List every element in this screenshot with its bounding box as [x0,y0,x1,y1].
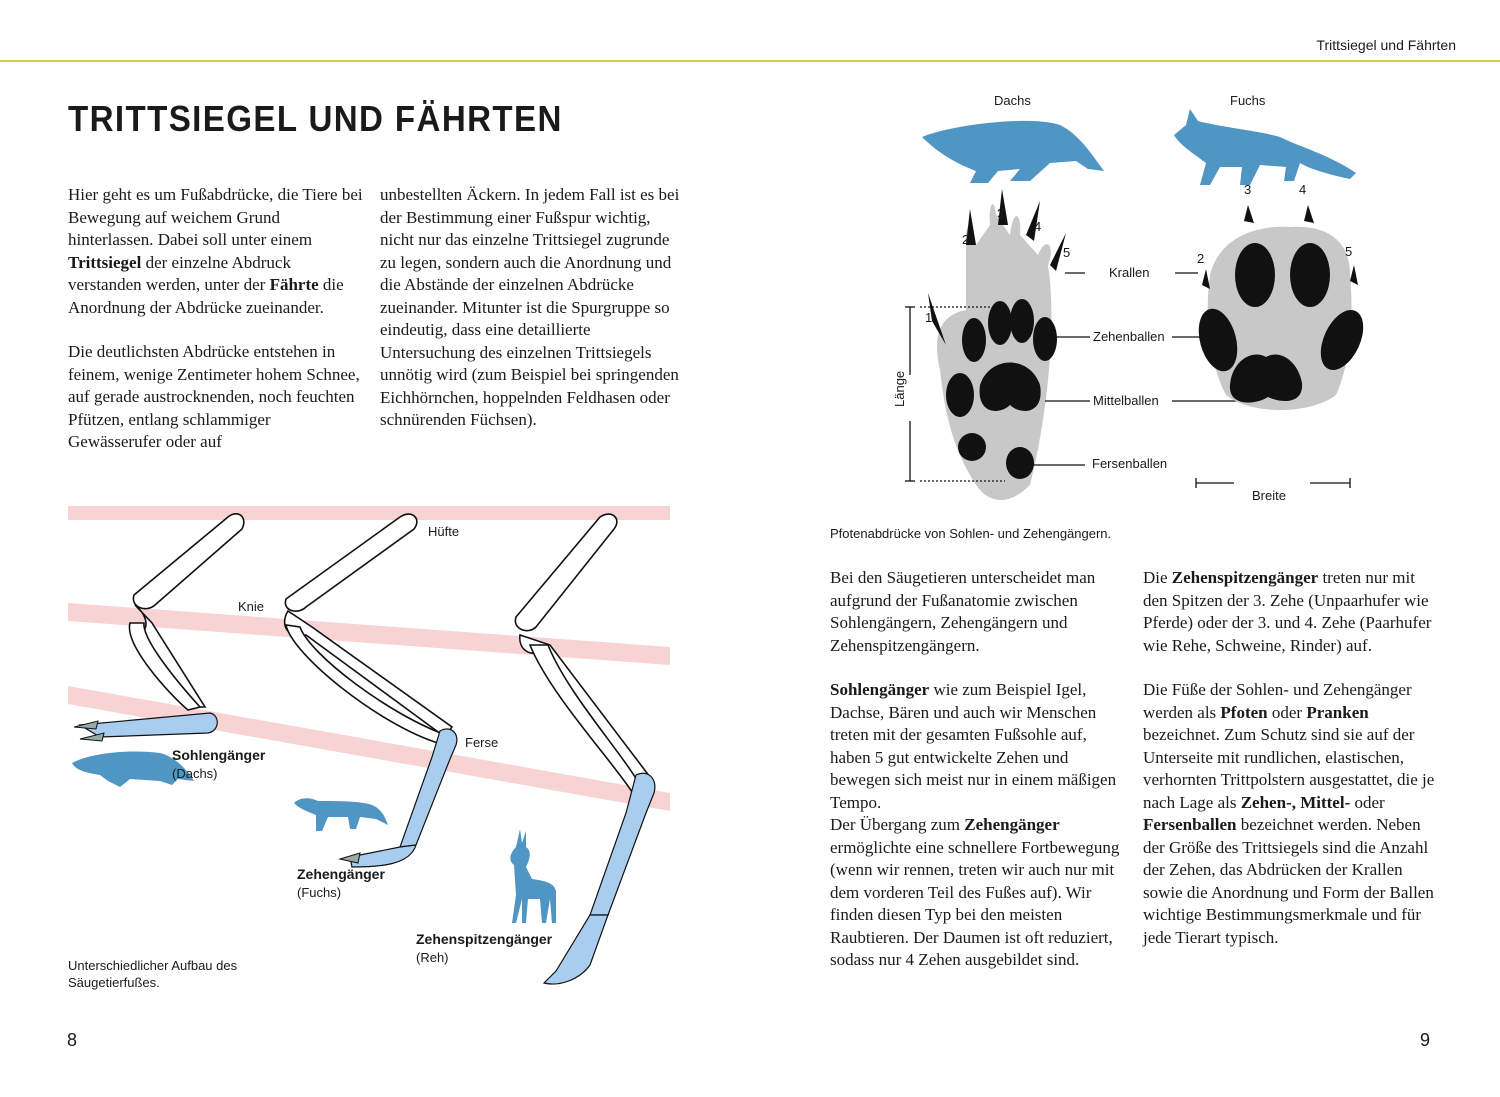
label-digitigrade-animal: (Fuchs) [297,885,342,900]
fox-silhouette-small [294,798,388,831]
label-width: Breite [1252,488,1286,503]
text-column-1 [68,184,368,476]
paragraph: Die Füße der Sohlen- und Zehengänger werden als Pfoten oder Pranken bezeichnet. Zum Schutz sind sie auf der Unterseite mit rundlichen, elastischen, verhornten Trittpolstern ausgestattet, die je nach Lage als Zehen-, Mittel- oder Fersenballen bezeichnet werden. Neben der Größe des Trittsiegels sind die Anzahl der Zehen, das Abdrücken der Krallen sowie die Anordnung und Form der Ballen wichtige Bestimmungsmerkmale und für jede Tierart typisch. [1143,680,1435,947]
label-plantigrade-animal: (Dachs) [172,766,218,781]
paragraph: Hier geht es um Fußabdrücke, die Tiere bei Bewegung auf weichem Grund hinterlassen. Dabei soll unter einem Trittsiegel der einzelne Abdruck verstanden werden, unter der Fährte die Anordnung der Abdrücke zueinander. [68,185,363,317]
paw-print-illustration [880,85,1480,515]
label-claws: Krallen [1109,265,1150,280]
running-head: Trittsiegel und Fährten [1316,37,1456,53]
toe-number: 4 [1299,182,1307,197]
label-digitigrade: Zehengänger [297,866,385,882]
toe-number: 3 [997,206,1005,221]
paragraph: unbestellten Äckern. In jedem Fall ist es bei der Bestimmung einer Fußspur wichtig, nicht nur das einzelne Trittsiegel zugrunde zu legen, sondern auch die Anordnung und die Abstände der einzelnen Abdrücke zueinander. Mitunter ist die Spurgruppe so eindeutig, dass eine detaillierte Untersuchung des einzelnen Trittsiegels unnötig wird (zum Beispiel bei springenden Eichhörnchen, hoppelnden Feldhasen oder schnürenden Füchsen). [380,185,680,429]
badger-silhouette [922,121,1104,183]
toe-number: 1 [925,310,933,325]
label-toe-pads: Zehenballen [1093,329,1165,344]
page-number-left: 8 [67,1030,78,1050]
label-unguligrade-animal: (Reh) [416,950,449,965]
paragraph: Bei den Säugetieren unterscheidet man aufgrund der Fußanatomie zwischen Sohlengängern, Zehengängern und Zehenspitzengängern. [830,568,1096,655]
label-unguligrade: Zehenspitzengänger [416,931,553,947]
paragraph: Der Übergang zum Zehengänger ermöglichte eine schnellere Fortbewegung (wenn wir rennen, treten wir auch nur mit dem vorderen Teil des Fußes auf). Wir finden diesen Typ bei den meisten Raubtieren. Der Daumen ist oft reduziert, sodass nur 4 Zehen ausgebildet sind. [830,815,1120,969]
fox-silhouette [1174,109,1356,185]
label-plantigrade: Sohlengänger [172,747,266,763]
leg-skeleton-illustration [60,495,680,995]
toe-number: 4 [1034,219,1042,234]
deer-silhouette-small [510,829,556,923]
label-heel: Ferse [465,735,499,750]
toe-number: 3 [1244,182,1252,197]
figure-caption-skeleton: Unterschiedlicher Aufbau des Säugetierfußes. [68,958,238,990]
skeleton-figure [60,495,680,995]
text-column-3 [830,567,1130,994]
paw-print-figure [880,85,1480,515]
label-length: Länge [892,370,907,407]
paragraph: Die deutlichsten Abdrücke entstehen in feinem, wenige Zentimeter hohem Schnee, auf gerade austrocknenden, noch feuchten Pfützen, entlang schlammiger Gewässerufer oder auf [68,342,360,451]
label-heel-pad: Fersenballen [1092,456,1168,471]
text-column-2 [380,184,680,454]
toe-number: 5 [1063,245,1071,260]
label-fox: Fuchs [1230,93,1266,108]
text-column-4 [1143,567,1443,971]
toe-number: 5 [1345,244,1353,259]
header-rule [0,60,1500,62]
toe-number: 2 [1197,251,1205,266]
page-title: TRITTSIEGEL UND FÄHRTEN [68,98,563,139]
label-knee: Knie [238,599,265,614]
toe-number: 2 [962,232,970,247]
label-middle-pad: Mittelballen [1093,393,1159,408]
paragraph: Sohlengänger wie zum Beispiel Igel, Dachse, Bären und auch wir Menschen treten mit der gesamten Fußsohle auf, haben 5 gut entwickelte Zehen und bewegen sich meist nur in einem mäßigen Tempo. [830,680,1117,812]
page-number-right: 9 [1420,1030,1431,1050]
label-badger: Dachs [994,93,1031,108]
paragraph: Die Zehenspitzengänger treten nur mit den Spitzen der 3. Zehe (Unpaarhufer wie Pferde) oder der 3. und 4. Zehe (Paarhufer wie Rehe, Schweine, Rinder) auf. [1143,568,1432,655]
figure-caption-paws: Pfotenabdrücke von Sohlen- und Zehengängern. [830,526,1112,541]
label-hip: Hüfte [428,524,460,539]
